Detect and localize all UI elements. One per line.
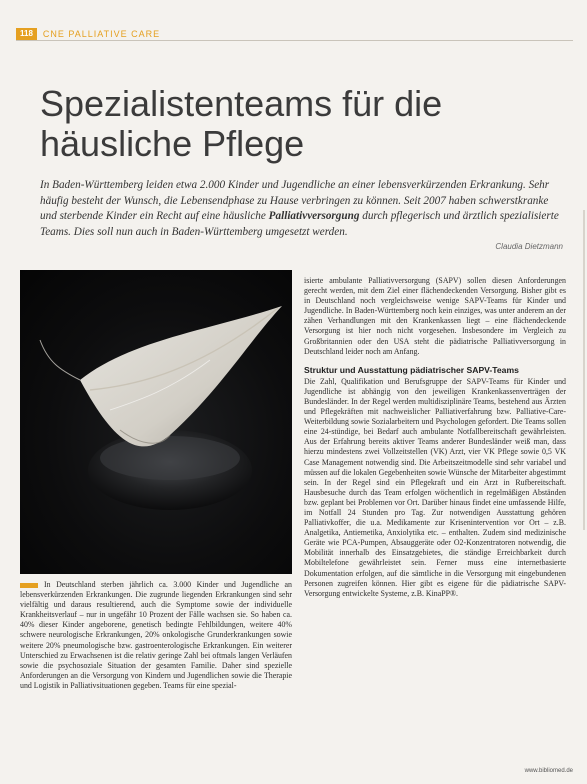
footer-url: www.bibliomed.de [524, 768, 573, 774]
running-head [16, 28, 160, 40]
right-column [304, 276, 566, 599]
section-label: CNE PALLIATIVE CARE [42, 29, 161, 39]
author-byline: Claudia Dietzmann [495, 242, 563, 251]
subheading: Struktur und Ausstattung pädiatrischer SAPV-Teams [304, 364, 519, 375]
left-column-text: In Deutschland sterben jährlich ca. 3.000 Kinder und Jugendliche an lebensverkürzenden Erkrankungen. Die zugrunde liegenden Erkrankungen sind sehr vielfältig und daraus resultierend, auch die Symptome sowie der individuelle Krankheitsverlauf – nur in ungefähr 10 Prozent der Fälle wachsen sie. So haben ca. 40% dieser Kinder angeborene, genetisch bedingte Fehlbildungen, weitere 40% schwere neurologische Erkrankungen, 20% onkologische Grunderkrankungen sowie weitere 20% pneumologische bzw. gastroenterologische Erkrankungen. Ein weiterer Unterschied zu Erwachsenen ist die relativ geringe Zahl bei oftmals langen Verläufen sowie die psychosoziale Situation der gesamten Familie. Daher sind spezielle Anforderungen an die Versorgung von Kindern und Jugendlichen sowie die Therapie und Logistik in Palliativsituationen gegeben. Teams für eine spezial- [20, 580, 292, 690]
feather-illustration [20, 270, 292, 574]
lead-bold-term: Palliativversorgung [268, 210, 360, 222]
left-column [20, 580, 292, 691]
lead-text-1: In Baden-Württemberg leiden etwa 2.000 Kinder und Jugendliche an einer lebensverkürzenden Erkrankung. Sehr häufig besteht der Wunsch, die Lebensendphase zu Hause verbringen zu können. Seit 2007 haben schwerstkranke und sterbende Kinder ein Recht auf eine häusliche [40, 179, 550, 222]
header-rule [16, 40, 573, 41]
page-number: 118 [16, 28, 37, 40]
page-edge-shadow [583, 210, 585, 530]
feather-photo [20, 270, 292, 574]
article-title: Spezialistenteams für die häusliche Pflege [40, 83, 443, 164]
lead-paragraph [40, 178, 562, 240]
right-paragraph-2: Die Zahl, Qualifikation und Berufsgruppe der SAPV-Teams für Kinder und Jugendliche ist abhängig von den jeweiligen Krankenkassenverträgen der Bundesländer. In der Regel werden multidisziplinäre Teams, bestehend aus Ärzten und Pflegekräften mit nachweislicher Palliativerfahrung bzw. Palliative-Care-Weiterbildung sowie Sozialarbeitern und Psychologen gefordert. Die Teams sollen eine 24-stündige, bei Bedarf auch ambulante Notfallbereitschaft gewährleisten. Aus der Erfahrung bereits aktiver Teams anderer Bundesländer weiß man, dass hierzu mindestens zwei Vollzeitstellen (VK) Arzt, vier VK Pflege sowie 0,5 VK Case Management notwendig sind. Die Arbeitszeitmodelle sind sehr variabel und müssen auf die lokalen Gegebenheiten sowie Wünsche der Mitarbeiter abgestimmt sein. In der Regel sind ein Pflegekraft und ein Arzt in Rufbereitschaft. Hausbesuche durch das Team erfolgen wöchentlich in regelmäßigen Abständen bzw. geplant bei Problemen vor Ort. Darüber hinaus findet eine umfassende Hilfe, im Notfall 24 Stunden pro Tag. Zur notwendigen Ausstattung gehören Palliativkoffer, die u.a. Medikamente zur Krisenintervention vor Ort – z.B. Analgetika, Antiemetika, Anxiolytika etc. – enthalten. Zudem sind medizinische Geräte wie PCA-Pumpen, Absauggeräte oder O2-Konzentratoren notwendig, die Mobilität innerhalb des Einsatzgebietes, die ständige Erreichbarkeit durch Mobiltelefone gewährleistet sein. Ferner muss eine internetbasierte Dokumentation erfolgen, auf die sämtliche in die Versorgung mit eingebundenen Personen zugreifen können. Hier gibt es eigene für die pädiatrische SAPV-Versorgung entwickelte Systeme, z.B. KinaPP®. [304, 376, 566, 598]
right-paragraph-1: isierte ambulante Palliativversorgung (SAPV) sollen diesen Anforderungen gerecht werden, mit dem Ziel einer flächendeckenden Versorgung. Bisher gibt es in Deutschland noch vergleichsweise wenige SAPV-Teams für Kinder und Jugendliche. In Baden-Württemberg noch kein einziges, was unter anderem an der zähen Verhandlungen mit den Krankenkassen liegt – eine flächendeckende Versorgung ist hier noch nicht vorgesehen. Insbesondere im Vergleich zu Großbritannien oder den USA steht die pädiatrische Palliativversorgung in Deutschland leider noch am Anfang. [304, 276, 566, 356]
paragraph-marker [20, 583, 38, 588]
lead-text-2: durch pflegerisch und ärztlich spezialisierte Teams. Dies soll nun auch in Baden-Württemberg umgesetzt werden. [40, 210, 559, 238]
